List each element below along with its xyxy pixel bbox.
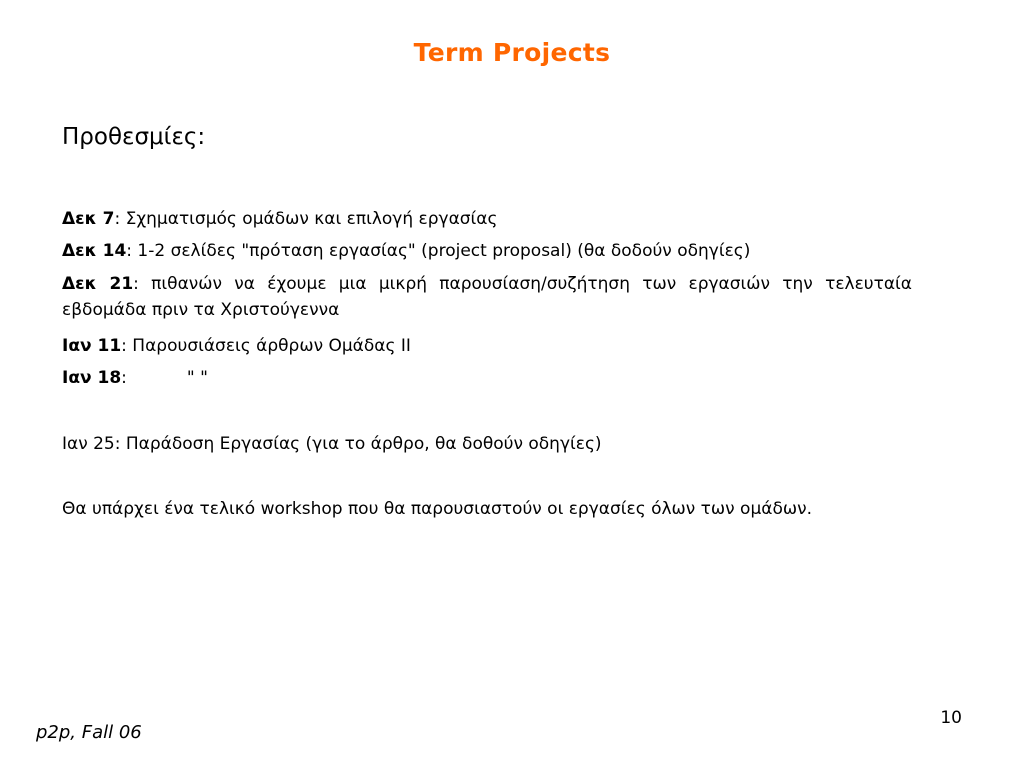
deadlines-heading: Προθεσμίες: — [62, 124, 206, 150]
deadline-date: Ιαν 11 — [62, 336, 122, 356]
deadline-separator: : — [126, 241, 133, 261]
deadline-item — [62, 365, 912, 391]
deadline-text: " " — [186, 368, 208, 388]
deadline-item — [62, 271, 912, 323]
workshop-note: Θα υπάρχει ένα τελικό workshop που θα παρουσιαστούν οι εργασίες όλων των ομάδων. — [62, 499, 813, 519]
deadline-item — [62, 333, 912, 359]
deadline-text: Παρουσιάσεις άρθρων Ομάδας ΙΙ — [126, 336, 411, 356]
deadline-item — [62, 206, 912, 232]
deadline-separator: : — [133, 274, 139, 294]
deadline-separator: : — [121, 368, 127, 388]
deadline-item — [62, 238, 912, 264]
deadline-date: Δεκ 7 — [62, 209, 115, 229]
slide-title: Term Projects — [413, 38, 611, 67]
deadline-date: Δεκ 14 — [62, 241, 127, 261]
deadline-text: Σχηματισμός ομάδων και επιλογή εργασίας — [120, 209, 498, 229]
deadline-text: πιθανών να έχουμε μια μικρή παρουσίαση/συζήτηση των εργασιών την τελευταία εβδομάδα πριν τα Χριστούγεννα — [62, 274, 912, 320]
footer-course-label: p2p, Fall 06 — [36, 722, 142, 743]
deadline-text: 1-2 σελίδες "πρόταση εργασίας" (project proposal) (θα δοδούν οδηγίες) — [132, 241, 751, 261]
final-deadline: Ιαν 25: Παράδοση Εργασίας (για το άρθρο, θα δοθούν οδηγίες) — [62, 434, 602, 454]
deadline-date: Δεκ 21 — [62, 274, 134, 294]
page-number: 10 — [940, 708, 962, 728]
deadline-separator: : — [114, 209, 121, 229]
deadline-separator: : — [121, 336, 127, 356]
deadline-date: Ιαν 18 — [62, 368, 122, 388]
